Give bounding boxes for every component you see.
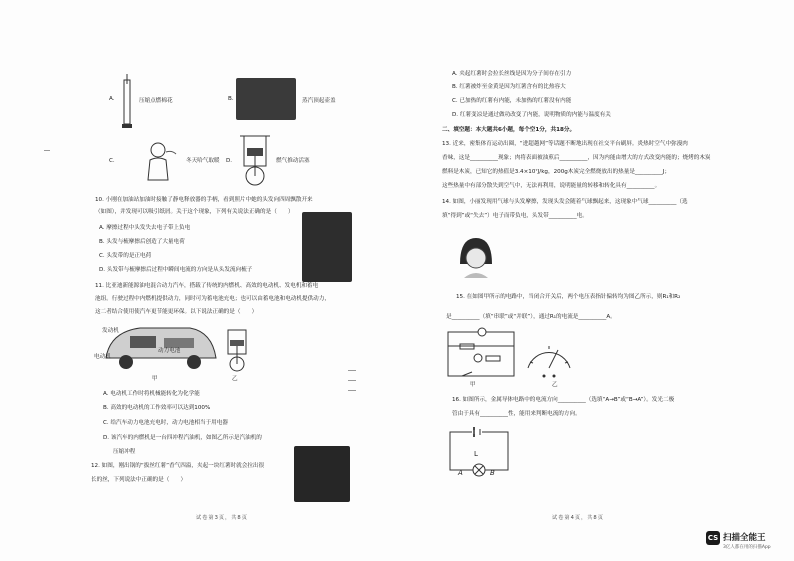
- lamp-label-l: L: [474, 450, 478, 458]
- q15-line2: 是__________（填“串联”或“并联”），通过R₁的电流是__________A。: [446, 314, 616, 320]
- sweet-potato-photo: [294, 446, 350, 502]
- q11-stem-line1: 11. 比亚迪新能源油电混合动力汽车，搭载了传统的内燃机、高效的电动机、发电机和蓄电: [95, 283, 319, 289]
- q9-option-a-text: 压缩点燃棉花: [139, 98, 173, 104]
- q12-option-d: D. 红薯变凉是通过做功改变了内能，说明物质的内能与温度有关: [452, 112, 611, 118]
- node-label-a: A: [458, 469, 463, 477]
- q10-stem-line2: （如图），并发现可以吸引纸屑。关于这个现象，下列有关说法正确的是（ ）: [95, 209, 294, 215]
- q12-option-b: B. 红薯被炸至金黄是因为红薯含有的比热容大: [452, 84, 566, 90]
- q11-stem-line3: 这二者结合使用使汽车更节能更环保。以下说法正确的是（ ）: [95, 309, 258, 315]
- left-page-footer: 试卷第3页，共8页: [196, 515, 248, 521]
- scan-artifact: [348, 370, 356, 371]
- q11-option-a: A. 电动机工作时将机械能转化为化学能: [103, 391, 200, 397]
- q14-line2: 填“得到”或“失去”）电子而带负电，头发带__________电。: [442, 213, 588, 219]
- lamp-circuit-diagram: [444, 424, 514, 480]
- q13-line3: 燃料是木炭，已知它的热值是3.4×10⁷J/kg，200g木炭完全燃烧放出的热量是__________J；: [442, 169, 671, 175]
- q11-option-b: B. 高效的电动机的工作效率可以达到100%: [103, 405, 211, 411]
- section-2-heading: 二、填空题：本大题共6小题，每个空1分，共18分。: [442, 127, 576, 133]
- q9-option-c-letter: C.: [109, 158, 115, 164]
- q15-figure-a-label: 甲: [470, 382, 476, 388]
- syringe-figure: [120, 74, 134, 130]
- q11-option-d-line2: 压缩冲程: [113, 449, 136, 455]
- q13-line4: 这些热量中有部分散失到空气中，无法再利用，说明能量的转移和转化具有__________。: [442, 183, 661, 189]
- q10-option-a: A. 摩擦过程中头发失去电子带上负电: [99, 225, 191, 231]
- q9-option-c-text: 冬天哈气取暖: [186, 158, 220, 164]
- q11-option-c: C. 给汽车动力电池充电时，动力电池相当于用电器: [103, 420, 228, 426]
- q9-option-b-letter: B.: [228, 96, 234, 102]
- q11-figure-b-label: 乙: [232, 376, 238, 382]
- q13-line2: 香味，这是__________现象；肉将表面被油煎后__________，因为内能由增大的方式改变内能的；烧烤的木炭: [442, 155, 711, 161]
- q16-line1: 16. 如图所示，金属导体电路中的电流方向__________（选填“A→B”或“B→A”）。发光二极: [452, 397, 675, 403]
- scan-artifact: [44, 150, 50, 151]
- node-label-b: B: [490, 469, 495, 477]
- q16-line2: 管由于具有__________性，能用来判断电流的方向。: [452, 411, 581, 417]
- girl-hair-photo: [302, 212, 352, 282]
- camscanner-title: 扫描全能王: [723, 533, 766, 543]
- q11-option-d-line1: D. 该汽车的内燃机是一台四冲程汽油机，如图乙所示是汽油机的: [103, 435, 262, 441]
- q14-line1: 14. 如图，小丽发现用气球与头发摩擦，发现头发会随着气球飘起来，这现象中气球__________（选: [442, 199, 688, 205]
- parallel-circuit-diagram: [442, 326, 518, 382]
- q15-figure-b-label: 乙: [552, 382, 558, 388]
- ammeter-dial: [524, 336, 574, 378]
- hybrid-label-motor: 电动机: [94, 354, 111, 360]
- q12-stem-line2: 长的丝，下列说法中正确的是（ ）: [91, 477, 187, 483]
- q9-option-b-text: 蒸汽顶起壶盖: [302, 98, 336, 104]
- girl-balloon-photo: [456, 234, 496, 278]
- q9-option-d-letter: D.: [226, 158, 233, 164]
- engine-piston-figure: [238, 130, 272, 190]
- hybrid-label-battery: 动力电池: [158, 348, 181, 354]
- right-page-footer: 试卷第4页，共8页: [552, 515, 604, 521]
- q10-option-b: B. 头发与梳摩擦后创造了大量电荷: [99, 239, 185, 245]
- cylinder-stroke-diagram: [222, 326, 252, 374]
- kettle-steam-photo: [236, 78, 296, 120]
- scan-artifact: [348, 390, 356, 391]
- scan-artifact: [348, 380, 356, 381]
- child-breath-figure: [140, 140, 180, 184]
- camscanner-logo: CS: [706, 531, 720, 545]
- q9-option-d-text: 燃气推动活塞: [276, 158, 310, 164]
- camscanner-subtitle: 3亿人都在用的扫描App: [723, 545, 771, 550]
- q10-stem-line1: 10. 小刚在加油站加油时接触了静电释放器的手柄，看到照片中她的头发向四周飘散开来: [95, 197, 313, 203]
- q15-line1: 15. 在如图甲所示的电路中，当闭合开关后，两个电压表指针偏转均为图乙所示，则R₁和R₂: [456, 294, 681, 300]
- q12-stem-line1: 12. 如图，刚出锅的“拔丝红薯”香气四溢，夹起一块红薯时就会拉出很: [91, 463, 265, 469]
- q10-option-d: D. 头发带与梳摩擦后过程中瞬间电流的方向是从头发流向梳子: [99, 267, 253, 273]
- q11-figure-a-label: 甲: [152, 376, 158, 382]
- q11-stem-line2: 池组。行驶过程中内燃机提供动力，同时可为蓄电池充电；也可以由蓄电池和电动机提供动力，: [95, 296, 330, 302]
- q12-option-c: C. 已加热的红薯有内能，未加热的红薯没有内能: [452, 98, 572, 104]
- q12-option-a: A. 夹起红薯时会拉长丝线是因为分子间存在引力: [452, 71, 572, 77]
- hybrid-label-engine: 发动机: [102, 328, 119, 334]
- q9-option-a-letter: A.: [109, 96, 115, 102]
- hybrid-car-diagram: [100, 318, 220, 374]
- q13-line1: 13. 近来，密集体育运动出圈，“进超越网”等话题不断地出现在社交平台刷屏。炎热时空气中弥漫肉: [442, 141, 688, 147]
- q10-option-c: C. 头发带的是正电荷: [99, 253, 152, 259]
